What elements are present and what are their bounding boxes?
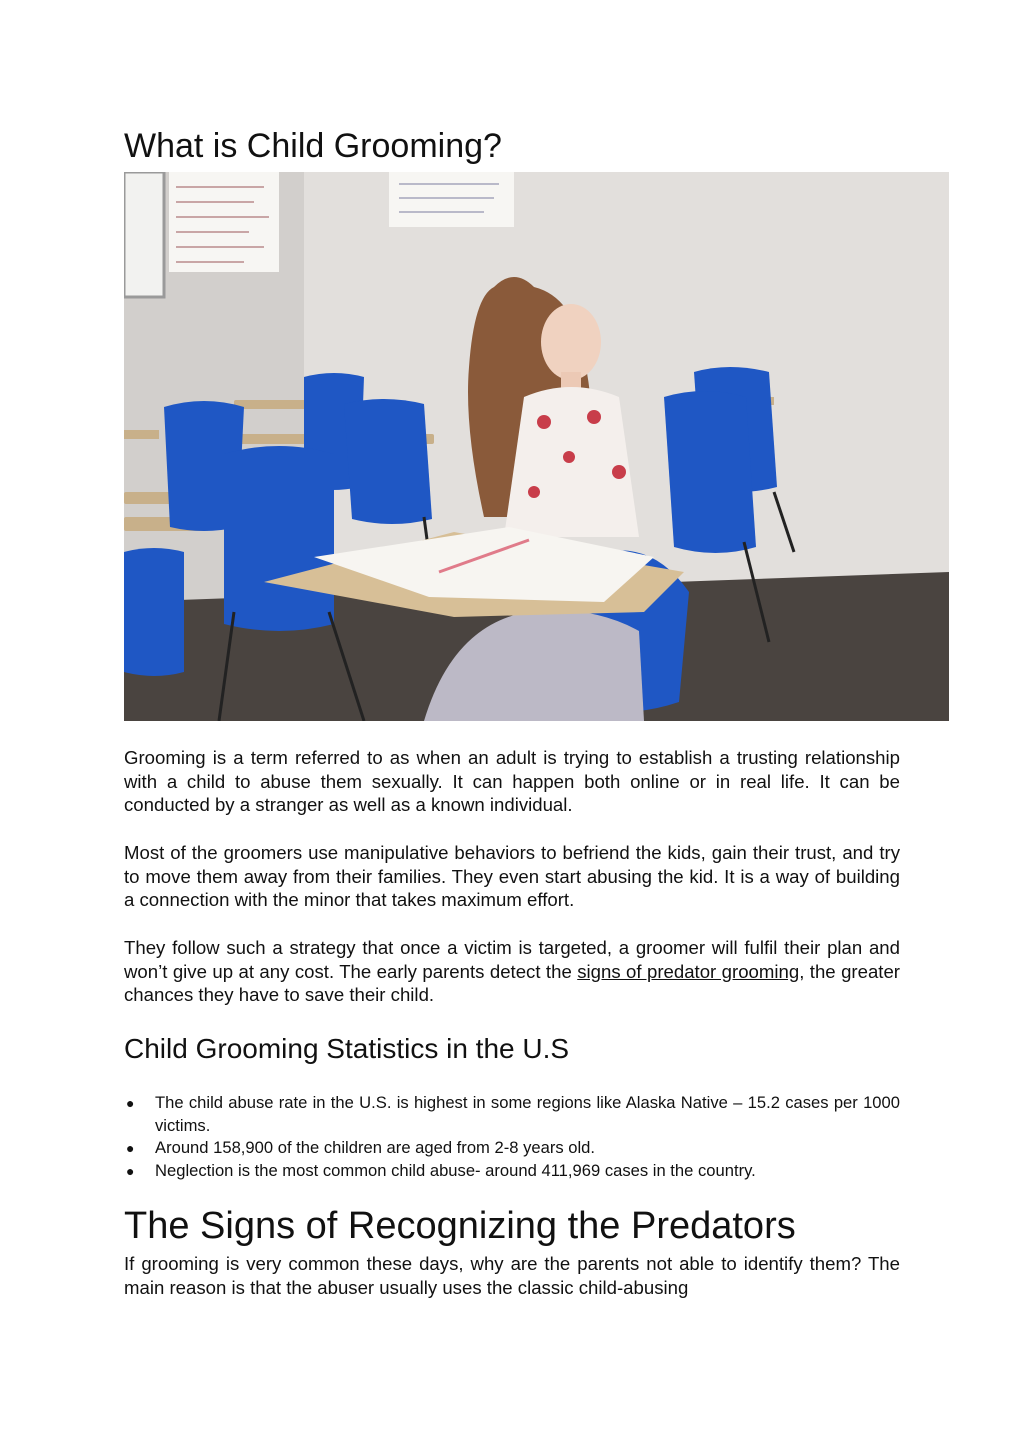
paragraph-groomer-strategy [124,936,900,1007]
section-title-what-is-child-grooming: What is Child Grooming? [124,127,502,165]
signs-of-predator-grooming-link[interactable]: signs of predator grooming [577,960,800,982]
bullet-icon: ● [126,1095,135,1111]
list-item-text: Neglection is the most common child abuse- around 411,969 cases in the country. [155,1160,756,1180]
paragraph-groomers-behavior: Most of the groomers use manipulative behaviors to befriend the kids, gain their trust, and try to move them away from their families. They even start abusing the kid. It is a way of building a connection with the minor that takes maximum effort. [124,842,900,911]
section-title-signs-of-predators: The Signs of Recognizing the Predators [124,1205,796,1247]
bullet-icon: ● [126,1140,135,1157]
paragraph-text-after-link: , the greater chances they have to save their child. [124,960,900,1006]
bullet-icon: ● [126,1162,135,1179]
list-item-text: Around 158,900 of the children are aged from 2-8 years old. [155,1138,596,1158]
paragraph-text-before-link: They follow such a strategy that once a victim is targeted, a groomer will fulfil their plan and won’t give up at any cost. The early parents detect the [124,937,900,982]
list-item-text: The child abuse rate in the U.S. is highest in some regions like Alaska Native – 15.2 cases per 1000 victims. [155,1093,900,1135]
paragraph-grooming-definition: Grooming is a term referred to as when an adult is trying to establish a trusting relationship with a child to abuse them sexually. It can happen both online or in real life. It can be conducted by a stranger as well as a known individual. [124,747,900,816]
section-title-statistics: Child Grooming Statistics in the U.S [124,1033,570,1064]
statistics-list [124,1092,900,1182]
list-item [124,1160,900,1183]
classroom-photo [124,172,949,721]
list-item [124,1092,900,1137]
paragraph-signs-intro: If grooming is very common these days, why are the parents not able to identify them? The main reason is that the abuser usually uses the classic child-abusing [124,1253,900,1298]
list-item [124,1137,900,1160]
